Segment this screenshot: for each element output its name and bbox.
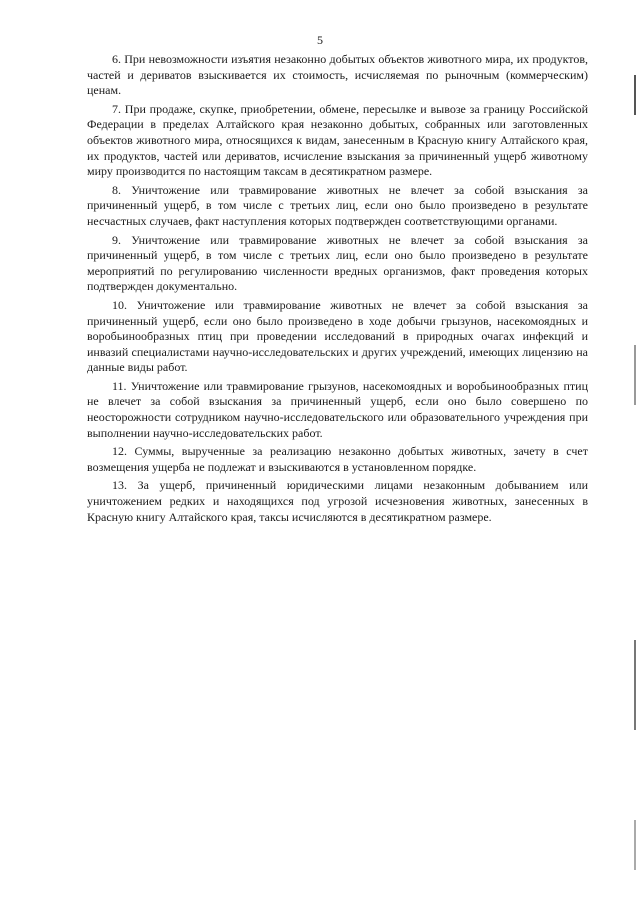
paragraph-11: 11. Уничтожение или травмирование грызунов, насекомоядных и воробьинообразных птиц не влечет за собой взыскания за причиненный ущерб, если оно было совершено по неосторожности сотрудником научно-исследовательского или образовательного учреждения при выполнении научно-исследовательских работ. [87,378,588,440]
page-number: 5 [317,33,323,47]
paragraph-7: 7. При продаже, скупке, приобретении, обмене, пересылке и вывозе за границу Российской Федерации в пределах Алтайского края незаконно добытых, собранных или заготовленных объектов животного мира, относящихся к видам, занесенным в Красную книгу Алтайского края, их продуктов, частей или дериватов, исчисление взыскания за причиненный ущерб животному миру производится по настоящим таксам в десятикратном размере. [87,101,588,179]
scan-edge-mark [634,820,636,870]
scan-edge-mark [634,345,636,405]
paragraph-8: 8. Уничтожение или травмирование животных не влечет за собой взыскания за причиненный ущерб, в том числе с третьих лиц, если оно было произведено в результате несчастных случаев, факт наступления которых подтвержден соответствующими органами. [87,182,588,228]
paragraph-9: 9. Уничтожение или травмирование животных не влечет за собой взыскания за причиненный ущерб, в том числе с третьих лиц, если оно было произведено в результате мероприятий по регулированию численности вредных организмов, факт проведения которых подтвержден документально. [87,232,588,294]
scan-edge-mark [634,640,636,730]
paragraph-13: 13. За ущерб, причиненный юридическими лицами незаконным добыванием или уничтожением редких и находящихся под угрозой исчезновения животных, занесенных в Красную книгу Алтайского края, таксы исчисляются в десятикратном размере. [87,478,588,524]
paragraph-6: 6. При невозможности изъятия незаконно добытых объектов животного мира, их продуктов, частей и дериватов взыскивается их стоимость, исчисляемая по рыночным (коммерческим) ценам. [87,52,588,98]
scan-edge-mark [634,75,636,115]
paragraph-10: 10. Уничтожение или травмирование животных не влечет за собой взыскания за причиненный ущерб, если оно было произведено в ходе добычи грызунов, насекомоядных и воробьинообразных птиц при проведении исследований в природных очагах инфекций и инвазий специалистами научно-исследовательских и других учреждений, имеющих лицензию на данные виды работ. [87,297,588,375]
paragraph-12: 12. Суммы, вырученные за реализацию незаконно добытых животных, зачету в счет возмещения ущерба не подлежат и взыскиваются в установленном порядке. [87,444,588,474]
document-body [87,52,588,528]
